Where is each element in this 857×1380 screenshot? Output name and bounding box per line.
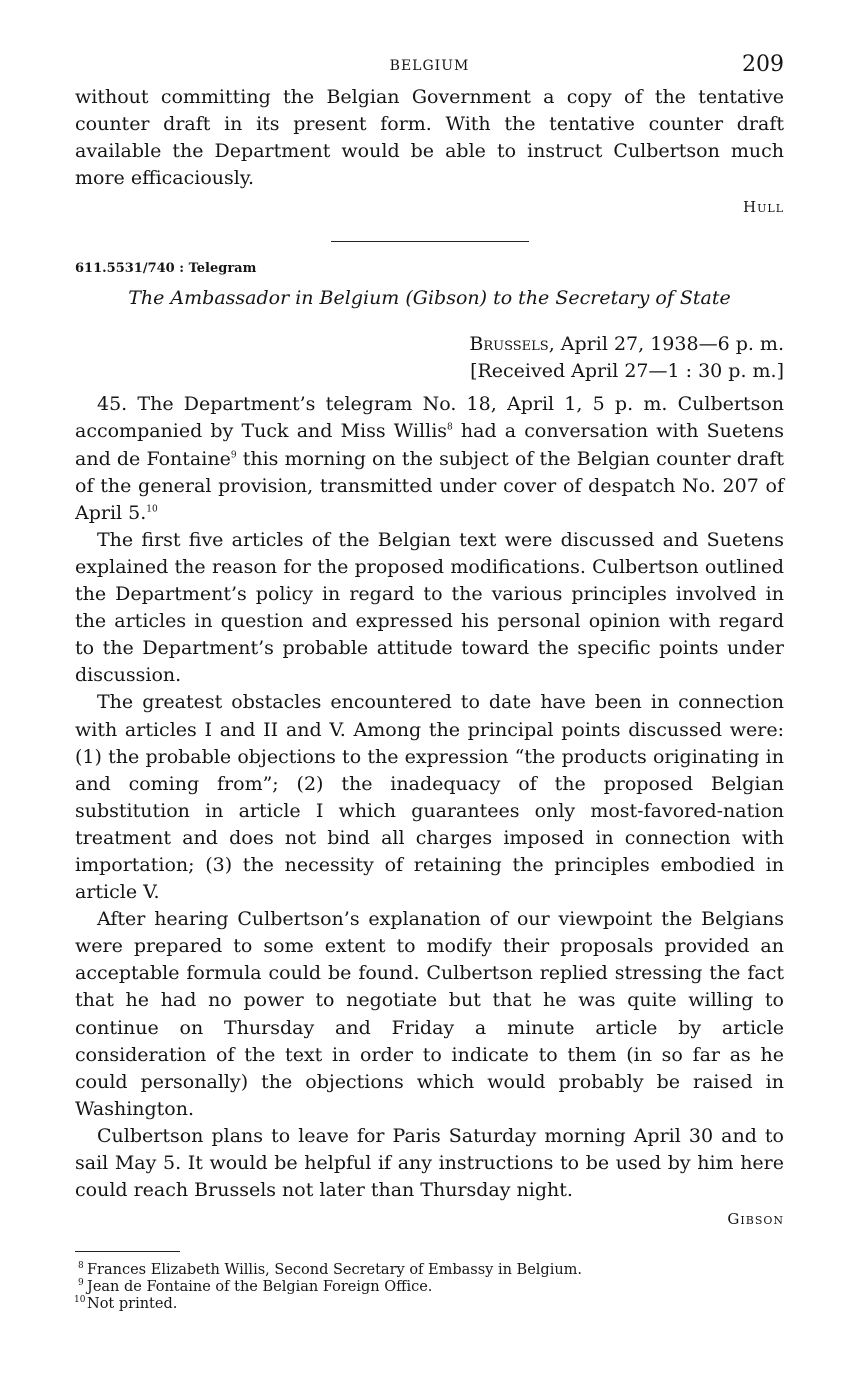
- footnote-9: [78, 1278, 784, 1296]
- footnotes: [75, 1262, 784, 1313]
- continued-paragraph: without committing the Belgian Government a copy of the tentative counter draft in its present form. With the tentative counter draft available the Department would be able to instruct Culbertson much more efficaciously.: [75, 86, 784, 190]
- footnote-mark: 10: [74, 1295, 86, 1306]
- footnote-text: Not printed.: [87, 1296, 178, 1313]
- paragraph-1: [75, 391, 784, 526]
- paragraph-5: Culbertson plans to leave for Paris Saturday morning April 30 and to sail May 5. It would be helpful if any instructions to be used by him here could reach Brussels not later than Thursday night.: [75, 1124, 784, 1202]
- file-reference: 611.5531/740 : Telegram: [75, 261, 257, 277]
- dateline-date: , April 27, 1938—6 p. m.: [548, 333, 784, 356]
- footnote-text: Jean de Fontaine of the Belgian Foreign Office.: [87, 1279, 433, 1296]
- running-title: BELGIUM: [389, 58, 470, 74]
- footnote-ref-8: 8: [447, 423, 453, 434]
- paragraph-1-part-3: this morning on the subject of the Belgian counter draft of the general provision, transmitted under cover of despatch No. 207 of April 5.: [75, 447, 784, 524]
- footnote-mark: 9: [78, 1278, 84, 1289]
- signature-hull: Hull: [743, 198, 784, 217]
- paragraph-1-part-1: 45. The Department’s telegram No. 18, April 1, 5 p. m. Culbertson accompanied by Tuck and Miss Willis: [75, 393, 784, 443]
- signature-gibson: Gibson: [727, 1210, 784, 1229]
- dateline: [75, 331, 784, 358]
- page-number: 209: [742, 52, 784, 77]
- paragraph-1-part-2: had a conversation with Suetens and de Fontaine: [75, 420, 784, 470]
- footnote-mark: 8: [78, 1261, 84, 1272]
- paragraph-2: The first five articles of the Belgian text were discussed and Suetens explained the reason for the proposed modifications. Culbertson outlined the Department’s policy in regard to the various principles involved in the articles in question and expressed his personal opinion with regard to the Department’s probable attitude toward the specific points under discussion.: [75, 528, 784, 687]
- footnote-10: [74, 1295, 784, 1313]
- footnote-ref-10: 10: [146, 504, 158, 515]
- paragraph-4: After hearing Culbertson’s explanation of our viewpoint the Belgians were prepared to some extent to modify their proposals provided an acceptable formula could be found. Culbertson replied stressing the fact that he had no power to negotiate but that he was quite willing to continue on Thursday and Friday a minute article by article consideration of the text in order to indicate to them (in so far as he could personally) the objections which would probably be raised in Washington.: [75, 908, 784, 1120]
- dateline-place: Brussels: [469, 333, 549, 356]
- running-header: [75, 50, 784, 84]
- footnote-divider: [75, 1251, 180, 1252]
- paragraph-3: The greatest obstacles encountered to date have been in connection with articles I and II and V. Among the principal points discussed were: (1) the probable objections to the expression “the products originating in and coming from”; (2) the inadequacy of the proposed Belgian substitution in article I which guarantees only most-favored-nation treatment and does not bind all charges imposed in connection with importation; (3) the necessity of retaining the principles embodied in article V.: [75, 691, 784, 904]
- section-divider: [331, 241, 529, 242]
- received-line: [Received April 27—1 : 30 p. m.]: [470, 360, 784, 383]
- document-title: The Ambassador in Belgium (Gibson) to the Secretary of State: [128, 287, 731, 310]
- footnote-ref-9: 9: [230, 450, 237, 461]
- footnote-8: [78, 1261, 784, 1279]
- document-page: [75, 50, 784, 1313]
- footnote-text: Frances Elizabeth Willis, Second Secretary of Embassy in Belgium.: [87, 1262, 583, 1279]
